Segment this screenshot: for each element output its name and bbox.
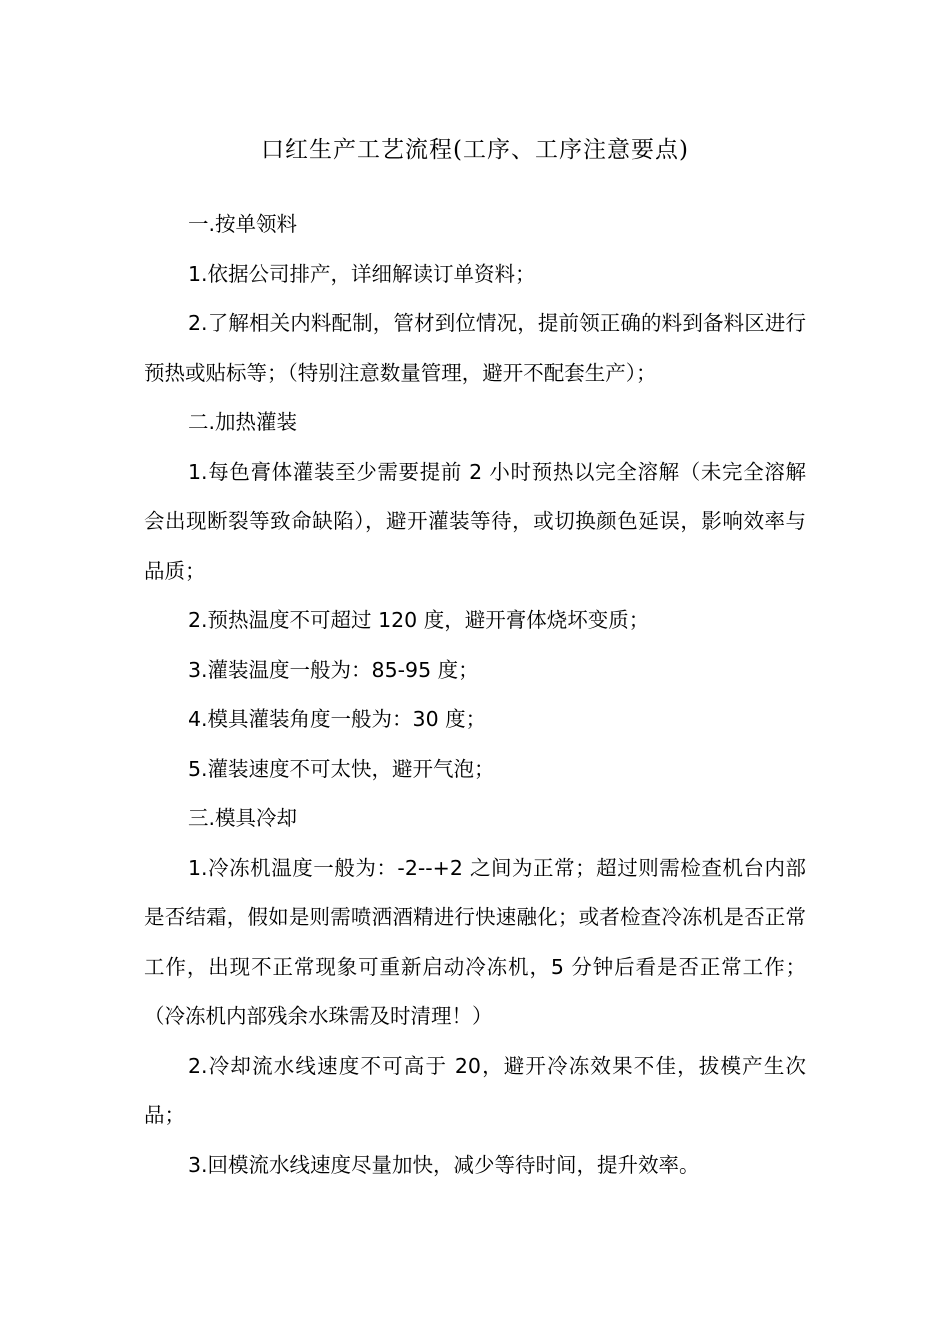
section-heading-2: 二.加热灌装 bbox=[188, 410, 298, 434]
section-heading-1: 一.按单领料 bbox=[188, 212, 298, 236]
paragraph: 5.灌装速度不可太快，避开气泡； bbox=[188, 756, 495, 781]
paragraph: 1.每色膏体灌装至少需要提前 2 小时预热以完全溶解（未完全溶解会出现断裂等致命缺陷），避开灌装等待，或切换颜色延误，影响效率与品质； bbox=[144, 459, 806, 583]
paragraph: 2.了解相关内料配制，管材到位情况，提前领正确的料到备料区进行预热或贴标等；（特别注意数量管理，避开不配套生产）； bbox=[144, 311, 806, 385]
document-body bbox=[144, 200, 806, 1190]
paragraph: 1.依据公司排产，详细解读订单资料； bbox=[188, 261, 536, 286]
paragraph: 2.预热温度不可超过 120 度，避开膏体烧坏变质； bbox=[188, 608, 650, 632]
paragraph: 3.灌装温度一般为：85-95 度； bbox=[188, 657, 479, 682]
document-title: 口红生产工艺流程(工序、工序注意要点) bbox=[261, 137, 689, 163]
paragraph: 1.冷冻机温度一般为：-2--+2 之间为正常；超过则需检查机台内部是否结霜，假如是则需喷洒酒精进行快速融化；或者检查冷冻机是否正常工作，出现不正常现象可重新启动冷冻机，5 分钟后看是否正常工作；（冷冻机内部残余水珠需及时清理！） bbox=[144, 855, 806, 1028]
paragraph: 3.回模流水线速度尽量加快，减少等待时间，提升效率。 bbox=[188, 1152, 700, 1177]
section-heading-3: 三.模具冷却 bbox=[188, 806, 298, 830]
paragraph: 2.冷却流水线速度不可高于 20，避开冷冻效果不佳，拔模产生次品； bbox=[144, 1053, 806, 1127]
paragraph: 4.模具灌装角度一般为：30 度； bbox=[188, 707, 487, 731]
